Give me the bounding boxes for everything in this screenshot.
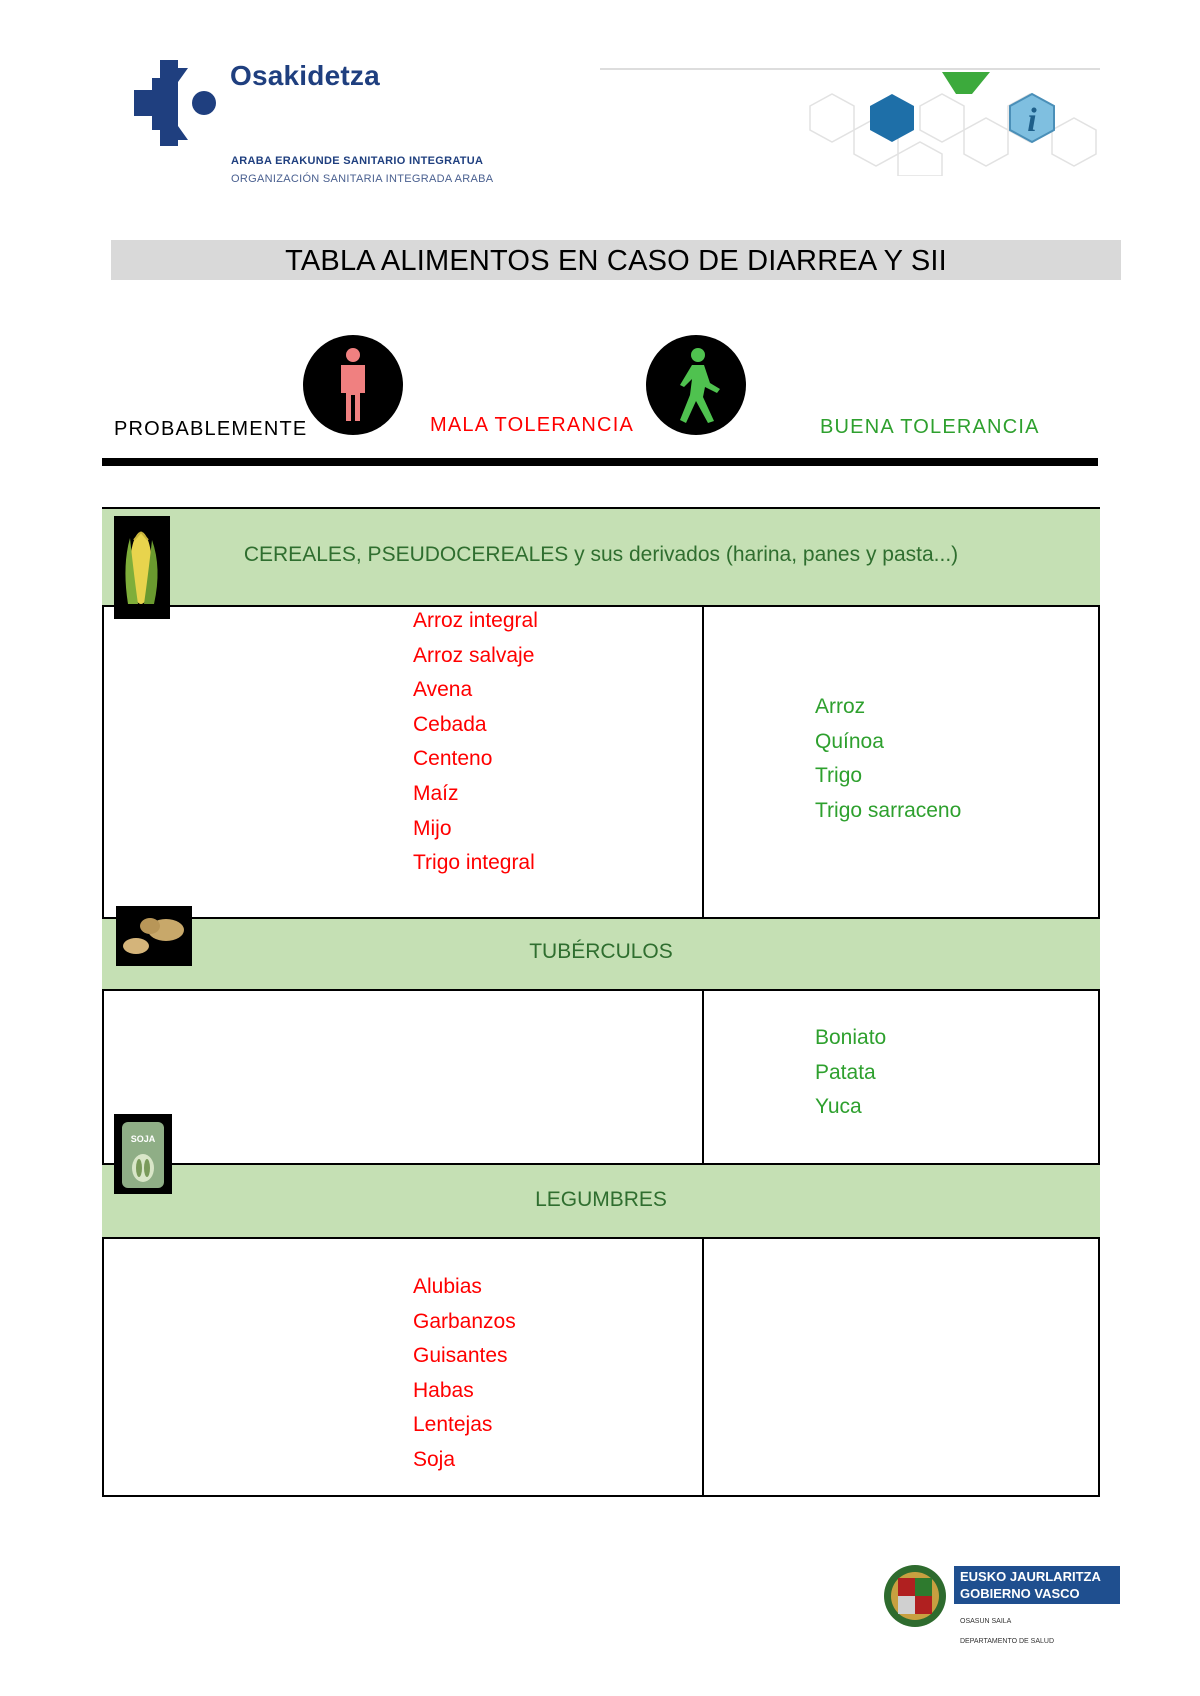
tubers-good-list bbox=[815, 1021, 886, 1125]
list-item: Trigo sarraceno bbox=[815, 798, 962, 822]
list-item: Arroz bbox=[815, 695, 866, 718]
section-label-cereals: CEREALES, PSEUDOCEREALES y sus derivados (harina, panes y pasta...) bbox=[243, 543, 959, 566]
cereals-good-list bbox=[815, 690, 961, 828]
standing-person-icon bbox=[303, 335, 403, 435]
soy-jar-icon bbox=[114, 1114, 172, 1194]
basque-coat-of-arms-icon bbox=[882, 1562, 948, 1632]
list-item: Cebada bbox=[413, 712, 487, 736]
tubers-column-divider bbox=[702, 991, 704, 1163]
soy-jar-label: SOJA bbox=[130, 1134, 156, 1144]
section-label-tubers: TUBÉRCULOS bbox=[529, 940, 673, 963]
list-item: Habas bbox=[413, 1378, 474, 1402]
list-item: Trigo bbox=[815, 764, 863, 788]
list-item: Alubias bbox=[413, 1275, 482, 1298]
list-item: Centeno bbox=[413, 747, 493, 771]
list-item: Boniato bbox=[815, 1026, 887, 1049]
cereals-bad-list bbox=[413, 604, 538, 881]
list-item: Arroz integral bbox=[413, 609, 538, 632]
org-line-basque: ARABA ERAKUNDE SANITARIO INTEGRATUA bbox=[231, 155, 484, 167]
brand-name: Osakidetza bbox=[230, 60, 380, 91]
section-label-legumes: LEGUMBRES bbox=[535, 1188, 667, 1211]
page-title: TABLA ALIMENTOS EN CASO DE DIARREA Y SII bbox=[285, 245, 947, 277]
legend-divider bbox=[102, 458, 1098, 466]
legumes-bad-list bbox=[413, 1270, 516, 1478]
legend-good-tolerance: BUENA TOLERANCIA bbox=[820, 416, 1040, 438]
dept-line-spanish: DEPARTAMENTO DE SALUD bbox=[960, 1638, 1055, 1645]
list-item: Garbanzos bbox=[413, 1309, 516, 1333]
list-item: Guisantes bbox=[413, 1344, 508, 1368]
osakidetza-logo-icon bbox=[134, 60, 224, 150]
list-item: Quínoa bbox=[815, 729, 884, 753]
list-item: Arroz salvaje bbox=[413, 643, 535, 667]
cereals-column-divider bbox=[702, 607, 704, 917]
gov-line-spanish: GOBIERNO VASCO bbox=[960, 1586, 1080, 1601]
list-item: Trigo integral bbox=[413, 851, 535, 875]
legumes-column-divider bbox=[702, 1239, 704, 1497]
list-item: Avena bbox=[413, 678, 473, 702]
walking-person-icon bbox=[646, 335, 746, 435]
list-item: Patata bbox=[815, 1060, 876, 1084]
svg-text:i: i bbox=[1027, 102, 1037, 139]
gobierno-vasco-logo bbox=[882, 1562, 1122, 1658]
list-item: Lentejas bbox=[413, 1413, 493, 1437]
info-hexagon-banner-icon bbox=[600, 66, 1100, 176]
potato-icon bbox=[116, 906, 192, 966]
list-item: Yuca bbox=[815, 1095, 862, 1119]
legend-bad-tolerance: MALA TOLERANCIA bbox=[430, 414, 634, 436]
org-line-spanish: ORGANIZACIÓN SANITARIA INTEGRADA ARABA bbox=[231, 173, 494, 185]
list-item: Soja bbox=[413, 1447, 456, 1471]
legend-probably: PROBABLEMENTE bbox=[114, 418, 308, 440]
list-item: Mijo bbox=[413, 816, 452, 840]
dept-line-basque: OSASUN SAILA bbox=[960, 1618, 1012, 1625]
list-item: Maíz bbox=[413, 781, 459, 805]
corn-icon bbox=[114, 516, 170, 619]
gov-line-basque: EUSKO JAURLARITZA bbox=[960, 1569, 1101, 1584]
food-table bbox=[102, 507, 1100, 1497]
